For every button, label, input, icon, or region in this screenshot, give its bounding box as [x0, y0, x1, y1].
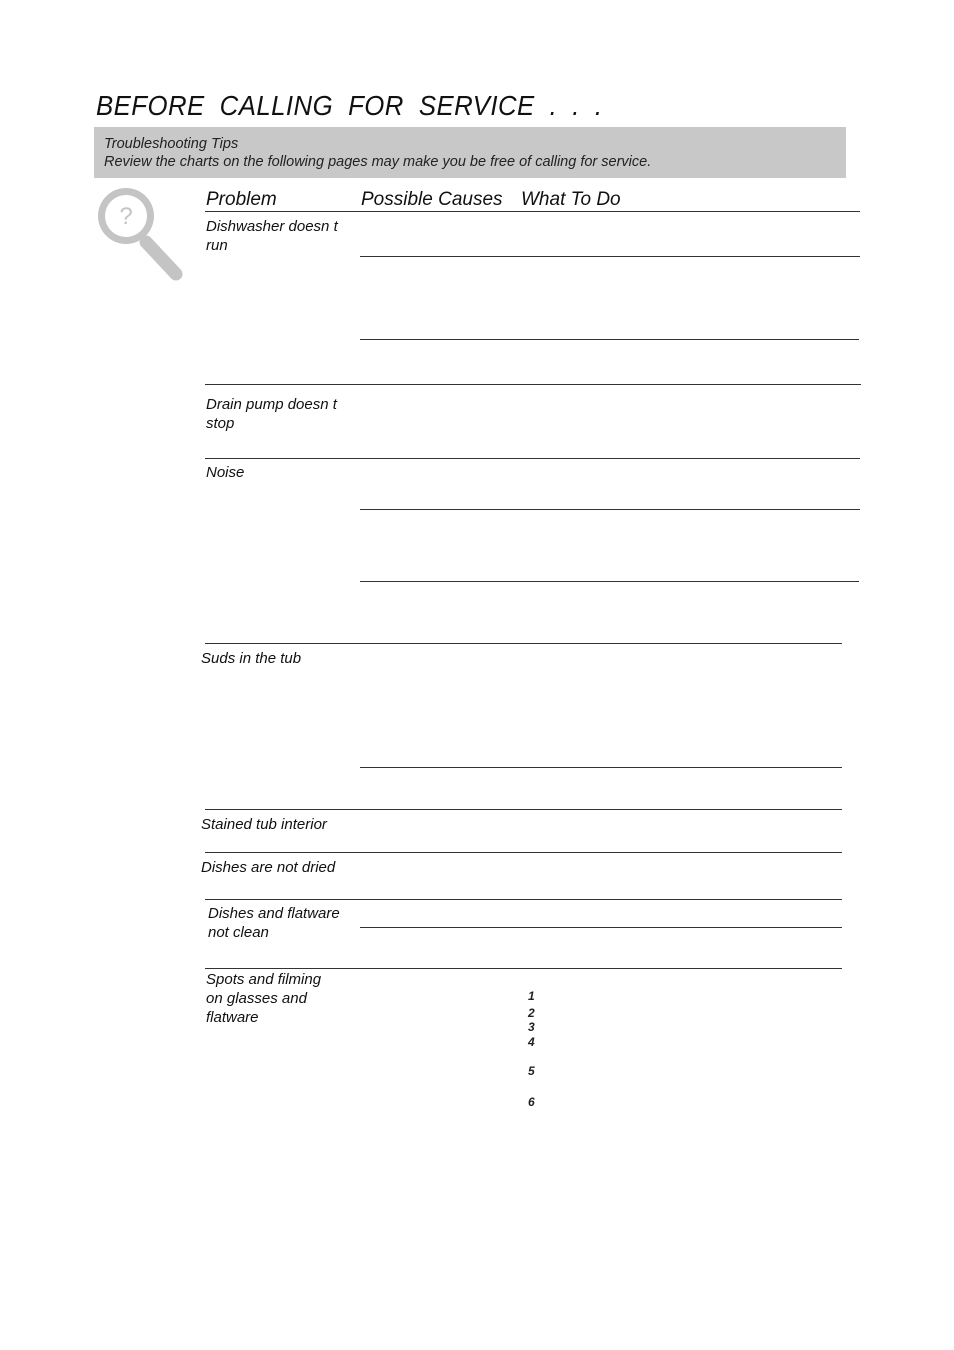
problem-not-clean: Dishes and flatware not clean: [208, 905, 340, 941]
problem-spots-filming: Spots and filming on glasses and flatware: [206, 971, 322, 1026]
step-number: 4: [528, 1035, 535, 1049]
row-divider: [205, 852, 842, 853]
row-divider: [205, 458, 860, 459]
problem-suds: Suds in the tub: [201, 650, 302, 667]
problem-stained-tub: Stained tub interior: [201, 816, 327, 833]
header-divider: [205, 211, 860, 212]
cause-divider: [360, 256, 860, 257]
column-header-todo: What To Do: [521, 189, 621, 210]
row-divider: [205, 899, 842, 900]
cause-divider: [360, 927, 842, 928]
step-number: 3: [528, 1020, 535, 1034]
row-divider: [205, 384, 861, 385]
svg-text:?: ?: [119, 203, 133, 230]
troubleshooting-tips-box: [94, 127, 846, 178]
step-number: 1: [528, 989, 535, 1003]
problem-dishes-not-dried: Dishes are not dried: [201, 859, 336, 876]
step-number: 5: [528, 1064, 535, 1078]
row-divider: [205, 643, 842, 644]
row-divider: [205, 809, 842, 810]
step-number: 2: [528, 1006, 535, 1020]
page-title: BEFORE CALLING FOR SERVICE . . .: [96, 90, 603, 121]
magnifier-question-icon: [94, 186, 186, 282]
tips-heading: Troubleshooting Tips: [104, 136, 239, 152]
row-divider: [205, 968, 842, 969]
column-header-problem: Problem: [206, 189, 277, 210]
problem-drain-pump: Drain pump doesn t stop: [206, 396, 337, 432]
cause-divider: [360, 509, 860, 510]
cause-divider: [360, 767, 842, 768]
cause-divider: [360, 339, 859, 340]
tips-text: Review the charts on the following pages may make you be free of calling for service.: [104, 154, 652, 170]
column-header-causes: Possible Causes: [361, 189, 503, 210]
cause-divider: [360, 581, 859, 582]
step-number: 6: [528, 1095, 535, 1109]
problem-noise: Noise: [206, 464, 245, 481]
problem-dishwasher-doesnt-run: Dishwasher doesn t run: [206, 218, 338, 254]
